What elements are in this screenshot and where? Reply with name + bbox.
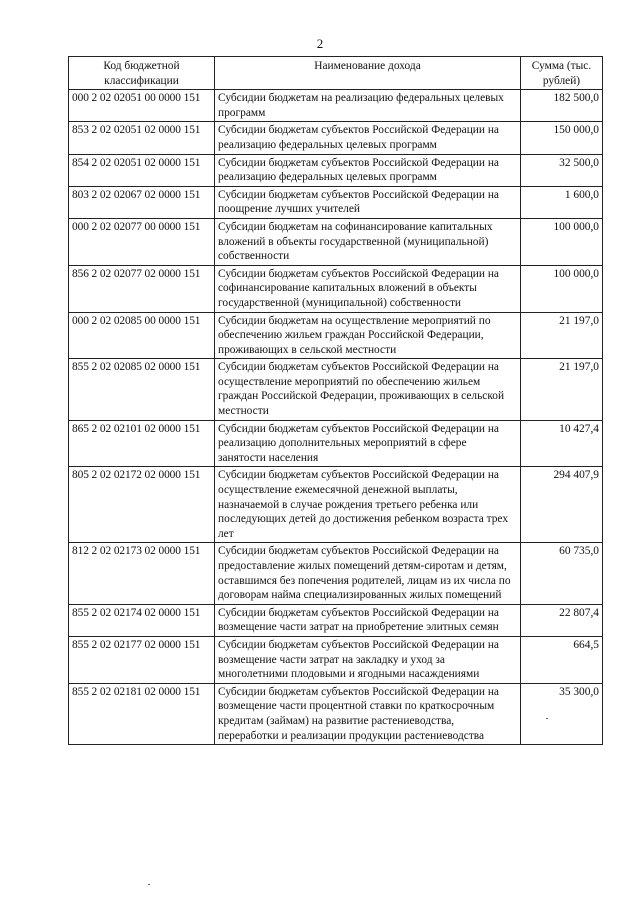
row-code: 853 2 02 02051 02 0000 151 [69,122,215,154]
row-name: Субсидии бюджетам субъектов Российской Федерации на софинансирование капитальных вложений в объекты государственной (муниципальной) собственности [215,265,521,312]
table-row [69,683,603,744]
table-row [69,265,603,312]
table-row [69,122,603,154]
row-code: 855 2 02 02177 02 0000 151 [69,636,215,683]
row-sum: 664,5 [521,636,603,683]
row-code: 855 2 02 02174 02 0000 151 [69,604,215,636]
row-name: Субсидии бюджетам субъектов Российской Федерации на осуществление ежемесячной денежной выплаты, назначаемой в случае рождения третьего ребенка или последующих детей до достижения ребенком возраста трех лет [215,467,521,543]
table-row [69,359,603,420]
scan-speck [148,884,150,885]
scan-speck [546,718,548,719]
table-row [69,186,603,218]
table-row [69,467,603,543]
row-name: Субсидии бюджетам субъектов Российской Федерации на осуществление мероприятий по обеспечению жильем граждан Российской Федерации, проживающих в сельской местности [215,359,521,420]
table-row [69,604,603,636]
row-sum: 21 197,0 [521,312,603,359]
row-name: Субсидии бюджетам субъектов Российской Федерации на реализацию федеральных целевых программ [215,154,521,186]
table-row [69,90,603,122]
row-name: Субсидии бюджетам субъектов Российской Федерации на возмещение части затрат на закладку и уход за многолетними плодовыми и ягодными насаждениями [215,636,521,683]
row-code: 812 2 02 02173 02 0000 151 [69,543,215,604]
row-name: Субсидии бюджетам на софинансирование капитальных вложений в объекты государственной (муниципальной) собственности [215,218,521,265]
table-row [69,420,603,467]
row-name: Субсидии бюджетам субъектов Российской Федерации на предоставление жилых помещений детям-сиротам и детям, оставшимся без попечения родителей, лицам из их числа по договорам найма специализированных жилых помещений [215,543,521,604]
table-row [69,312,603,359]
row-sum: 1 600,0 [521,186,603,218]
row-sum: 21 197,0 [521,359,603,420]
row-sum: 100 000,0 [521,265,603,312]
row-code: 855 2 02 02085 02 0000 151 [69,359,215,420]
table-row [69,154,603,186]
header-code: Код бюджетной классификации [69,57,215,90]
row-code: 000 2 02 02085 00 0000 151 [69,312,215,359]
header-sum: Сумма (тыс. рублей) [521,57,603,90]
row-code: 855 2 02 02181 02 0000 151 [69,683,215,744]
row-sum: 10 427,4 [521,420,603,467]
row-code: 865 2 02 02101 02 0000 151 [69,420,215,467]
table-row [69,636,603,683]
row-code: 856 2 02 02077 02 0000 151 [69,265,215,312]
page-number: 2 [316,36,324,51]
row-sum: 32 500,0 [521,154,603,186]
row-code: 803 2 02 02067 02 0000 151 [69,186,215,218]
row-sum: 150 000,0 [521,122,603,154]
row-name: Субсидии бюджетам субъектов Российской Федерации на реализацию федеральных целевых программ [215,122,521,154]
row-sum: 60 735,0 [521,543,603,604]
row-name: Субсидии бюджетам на реализацию федеральных целевых программ [215,90,521,122]
row-sum: 294 407,9 [521,467,603,543]
row-sum: 22 807,4 [521,604,603,636]
row-code: 854 2 02 02051 02 0000 151 [69,154,215,186]
table-row [69,543,603,604]
row-name: Субсидии бюджетам субъектов Российской Федерации на возмещение части процентной ставки по краткосрочным кредитам (займам) на развитие растениеводства, переработки и реализации продукции растениеводства [215,683,521,744]
table-row [69,218,603,265]
header-name: Наименование дохода [215,57,521,90]
row-code: 000 2 02 02051 00 0000 151 [69,90,215,122]
row-sum: 100 000,0 [521,218,603,265]
row-name: Субсидии бюджетам субъектов Российской Федерации на поощрение лучших учителей [215,186,521,218]
row-name: Субсидии бюджетам на осуществление мероприятий по обеспечению жильем граждан Российской Федерации, проживающих в сельской местности [215,312,521,359]
row-code: 000 2 02 02077 00 0000 151 [69,218,215,265]
table-header-row [69,57,603,90]
budget-income-table [68,56,603,745]
row-name: Субсидии бюджетам субъектов Российской Федерации на возмещение части затрат на приобретение элитных семян [215,604,521,636]
row-code: 805 2 02 02172 02 0000 151 [69,467,215,543]
row-sum: 35 300,0 [521,683,603,744]
row-name: Субсидии бюджетам субъектов Российской Федерации на реализацию дополнительных мероприятий в сфере занятости населения [215,420,521,467]
row-sum: 182 500,0 [521,90,603,122]
